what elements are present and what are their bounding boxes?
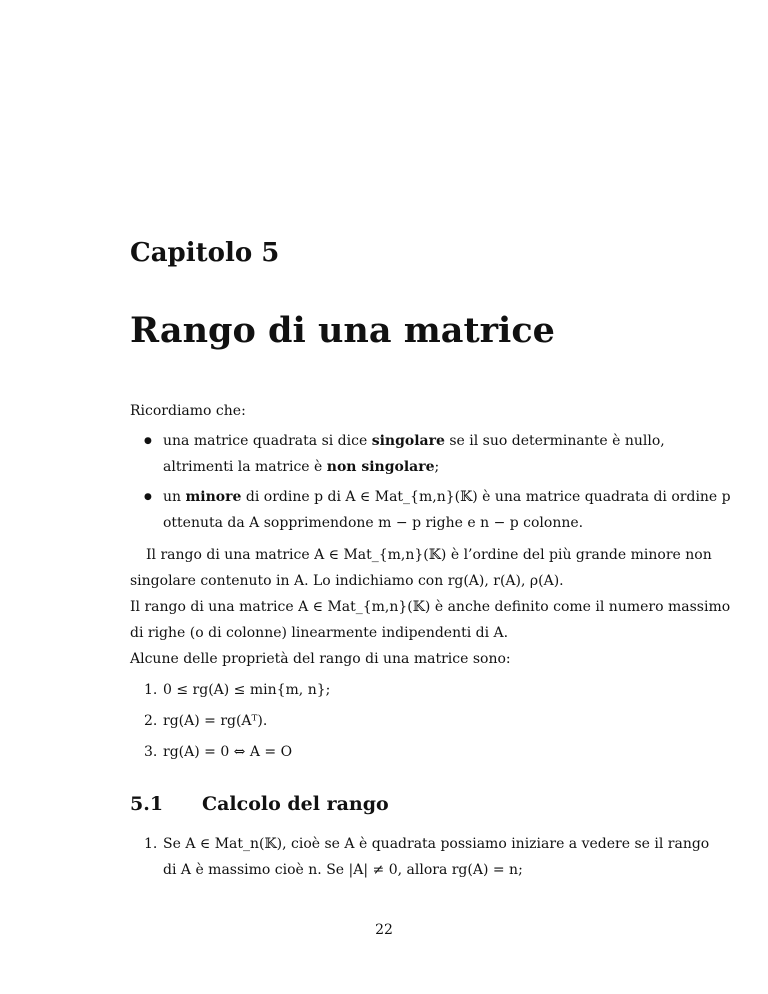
- paragraph-line: di righe (o di colonne) linearmente indipendenti di A.: [130, 625, 509, 641]
- property-item: 3. rg(A) = 0 ⇔ A = O: [144, 744, 293, 760]
- list-item-continuation: ottenuta da A sopprimendone m − p righe e n − p colonne.: [163, 515, 584, 531]
- paragraph-line: Il rango di una matrice A ∈ Mat_{m,n}(𝕂) è anche definito come il numero massimo: [130, 599, 731, 615]
- paragraph-line: Il rango di una matrice A ∈ Mat_{m,n}(𝕂) è l’ordine del più grande minore non: [146, 547, 712, 563]
- calc-item: 1. Se A ∈ Mat_n(𝕂), cioè se A è quadrata possiamo iniziare a vedere se il rango: [144, 836, 710, 852]
- chapter-label: Capitolo 5: [130, 238, 280, 268]
- bullet-icon: ●: [144, 436, 152, 446]
- paragraph-line: Alcune delle proprietà del rango di una matrice sono:: [130, 651, 511, 667]
- property-item: 2. rg(A) = rg(Aᵀ).: [144, 713, 268, 729]
- list-item: ● una matrice quadrata si dice singolare se il suo determinante è nullo,: [144, 433, 665, 449]
- section-number: 5.1: [130, 793, 164, 815]
- list-item: ● un minore di ordine p di A ∈ Mat_{m,n}(𝕂) è una matrice quadrata di ordine p: [144, 489, 731, 505]
- section-title: Calcolo del rango: [202, 793, 389, 815]
- paragraph-line: singolare contenuto in A. Lo indichiamo con rg(A), r(A), ρ(A).: [130, 573, 564, 589]
- calc-item-continuation: di A è massimo cioè n. Se |A| ≠ 0, allora rg(A) = n;: [163, 862, 523, 878]
- property-item: 1. 0 ≤ rg(A) ≤ min{m, n};: [144, 682, 331, 698]
- chapter-title: Rango di una matrice: [130, 310, 555, 351]
- intro-text: Ricordiamo che:: [130, 403, 246, 419]
- bullet-icon: ●: [144, 492, 152, 502]
- list-item-continuation: altrimenti la matrice è non singolare;: [163, 459, 440, 475]
- page-number: 22: [375, 922, 393, 938]
